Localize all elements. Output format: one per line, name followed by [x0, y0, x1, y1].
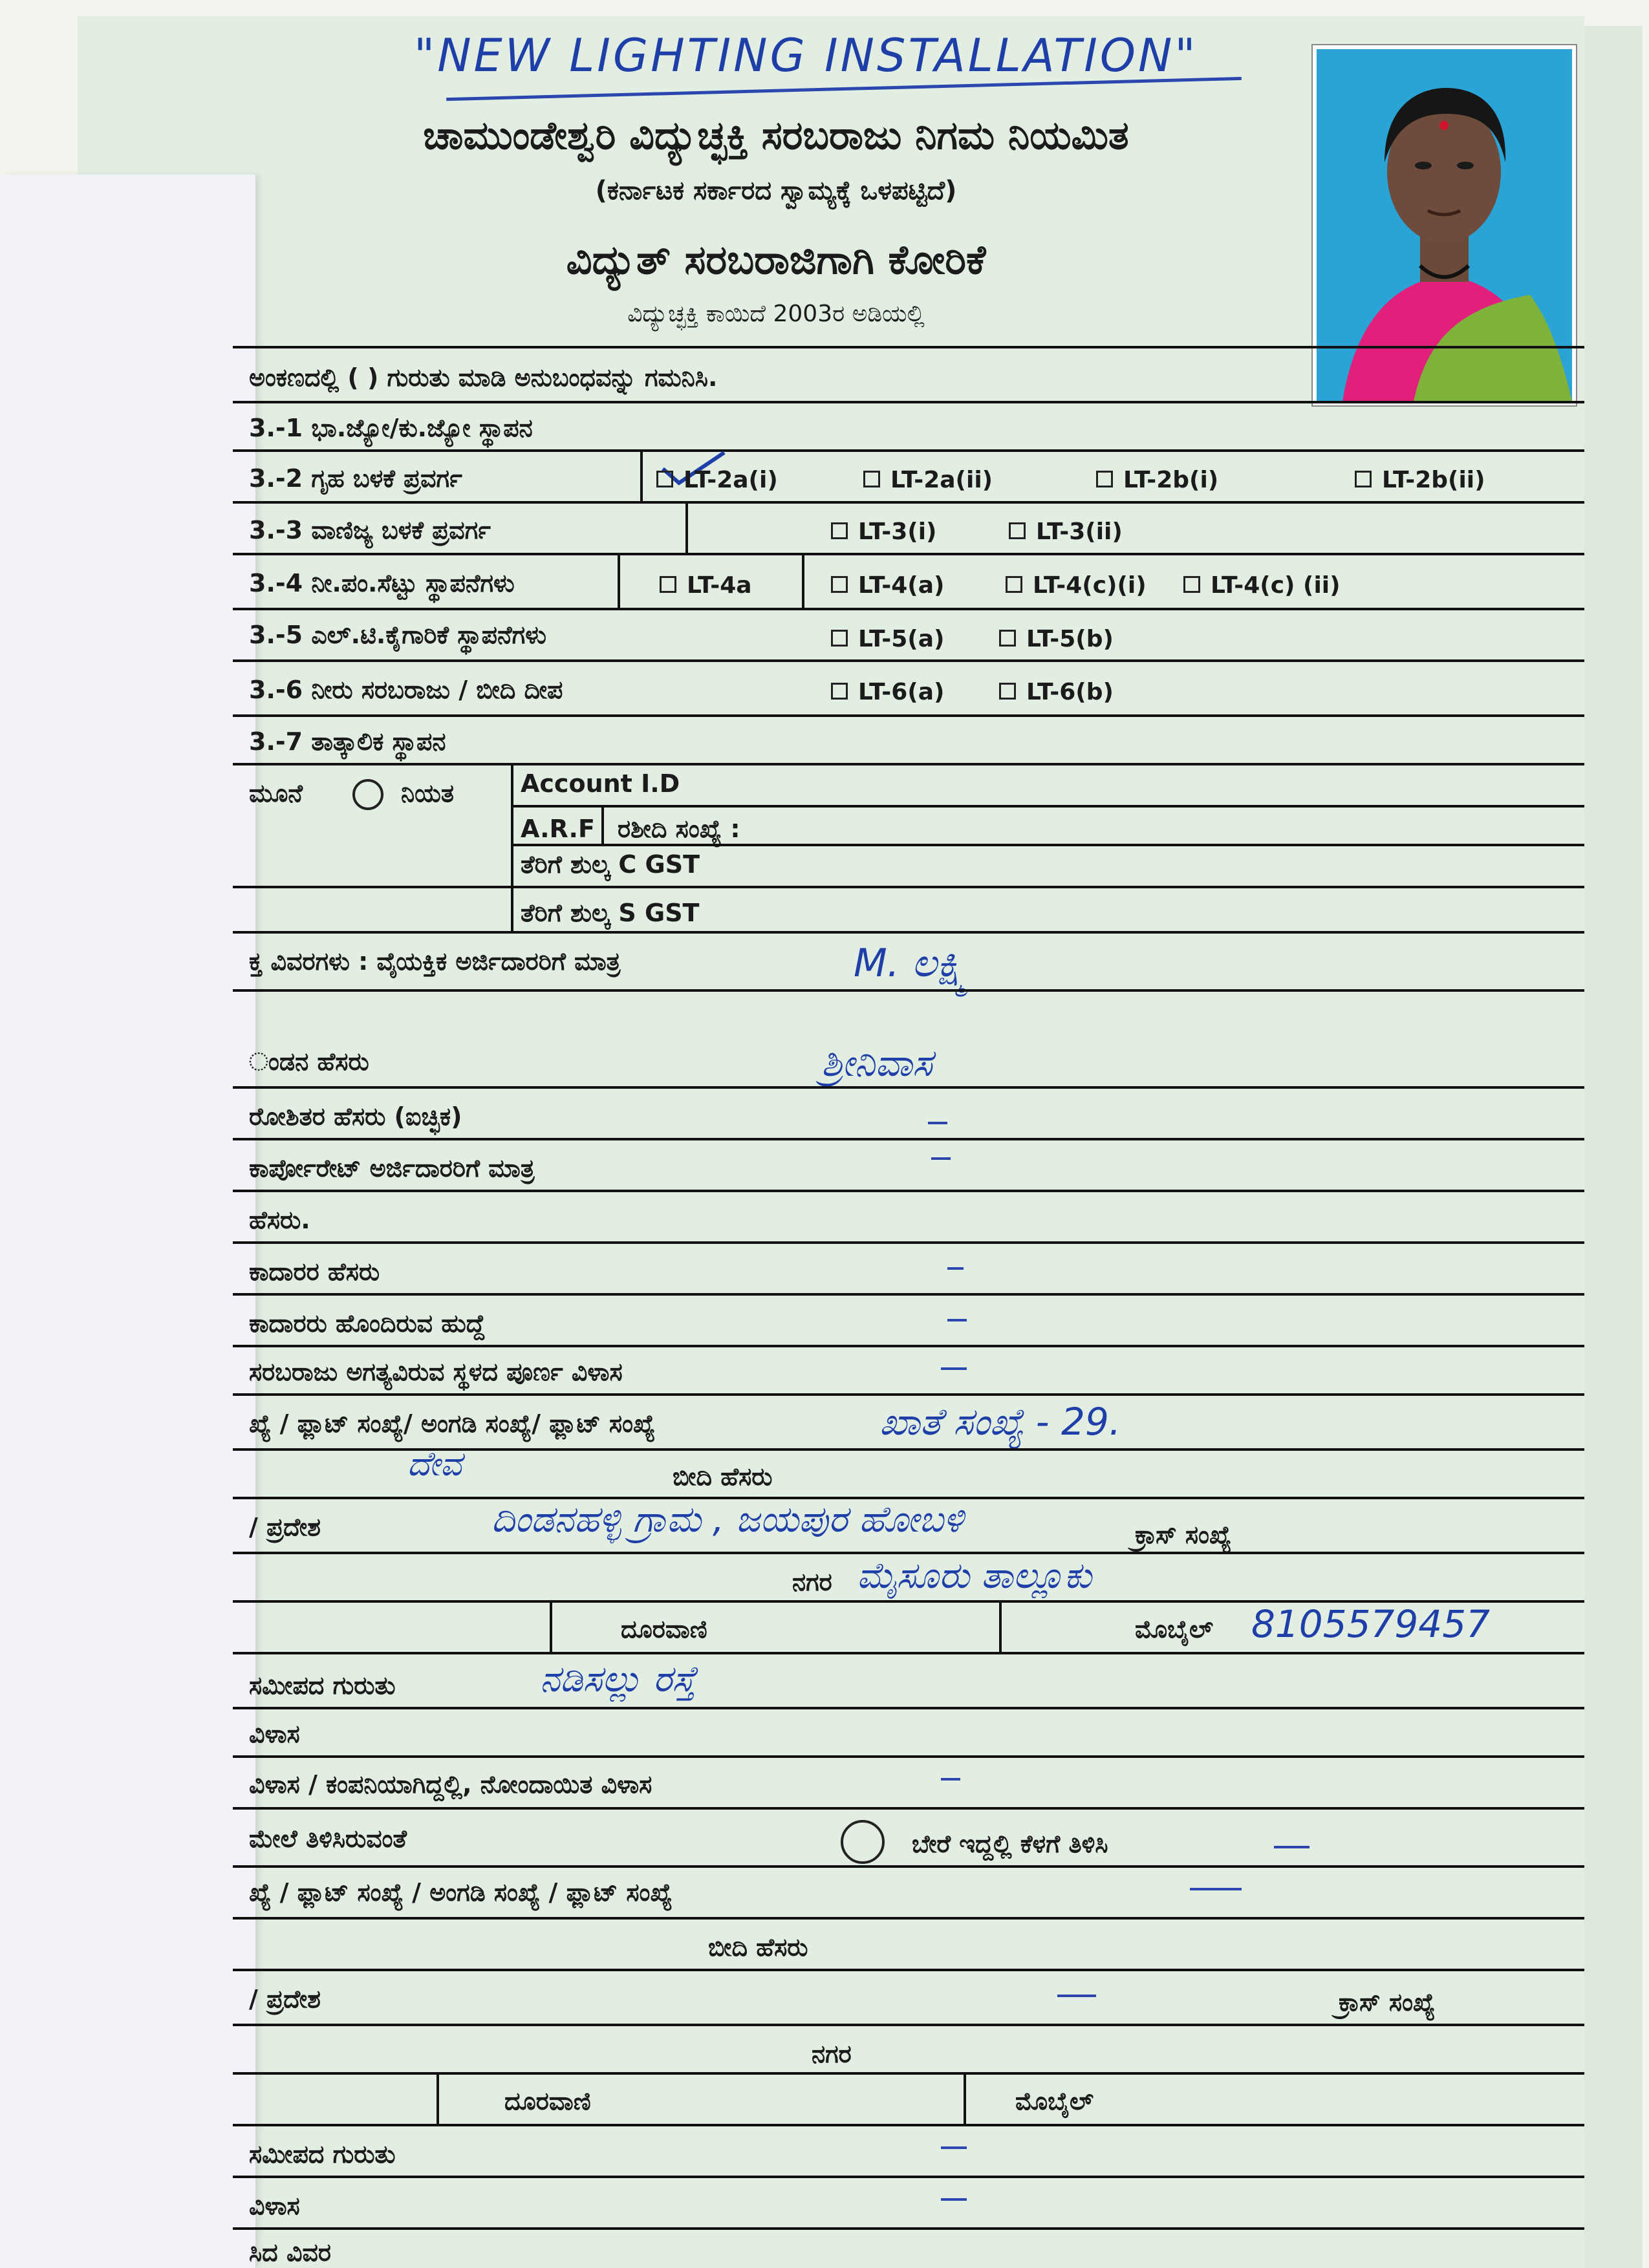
- applicant-name-value: M. ಲಕ್ಷ್ಮಿ: [854, 941, 970, 986]
- company-name-label: ಹೆಸರು.: [249, 1206, 310, 1234]
- option-lt-5-b[interactable]: LT-5(b): [999, 626, 1114, 652]
- receipt-number-label: ರಶೀದಿ ಸಂಖ್ಯೆ :: [618, 815, 740, 843]
- option-lt-2a-ii[interactable]: LT-2a(ii): [863, 467, 993, 493]
- category-2-label: 3.-2 ಗೃಹ ಬಳಕೆ ಪ್ರವರ್ಗ: [249, 464, 462, 493]
- postal-street-label: ಬೀದಿ ಹೆಸರು: [708, 1933, 808, 1962]
- dash-mark: [941, 2146, 967, 2149]
- regular-radio[interactable]: [352, 779, 383, 810]
- owner-name-label: ಕಾದಾರರ ಹೆಸರು: [249, 1257, 380, 1286]
- postal-cross-label: ಕ್ರಾಸ್ ಸಂಖ್ಯೆ: [1339, 1988, 1436, 2017]
- rule-vertical: [601, 805, 604, 844]
- rule: [233, 714, 1584, 717]
- option-lt-5-a[interactable]: LT-5(a): [831, 626, 944, 652]
- rule-vertical: [511, 763, 513, 931]
- category-5-label: 3.-5 ಎಲ್.ಟಿ.ಕೈಗಾರಿಕೆ ಸ್ಥಾಪನೆಗಳು: [249, 621, 546, 649]
- postal-mobile-label: ಮೊಬೈಲ್: [1015, 2087, 1094, 2115]
- postal-last-label: ಸಿದ ವಿವರ: [249, 2238, 331, 2267]
- overlapping-blank-sheet: [0, 175, 256, 2268]
- sgst-label: ತೆರಿಗೆ ಶುಲ್ಕ S GST: [521, 899, 700, 927]
- option-lt-2a-i[interactable]: LT-2a(i): [656, 467, 778, 493]
- option-lt-4-a[interactable]: LT-4(a): [831, 572, 944, 599]
- option-lt-2b-i[interactable]: LT-2b(i): [1096, 467, 1218, 493]
- rule: [233, 2227, 1584, 2230]
- father-name-value: ಶ್ರೀನಿವಾಸ: [821, 1041, 932, 1085]
- rule: [233, 931, 1584, 934]
- rule: [233, 501, 1584, 504]
- regular-label: ನಿಯತ: [401, 779, 454, 808]
- postal-address-heading: ವಿಳಾಸ / ಕಂಪನಿಯಾಗಿದ್ದಲ್ಲಿ, ನೋಂದಾಯಿತ ವಿಳಾಸ: [249, 1770, 652, 1799]
- rule: [233, 1707, 1584, 1709]
- option-lt-2b-ii[interactable]: LT-2b(ii): [1355, 467, 1485, 493]
- form-title: ವಿದ್ಯುತ್ ಸರಬರಾಜಿಗಾಗಿ ಕೋರಿಕೆ: [566, 236, 986, 283]
- house-number-value: ಖಾತೆ ಸಂಖ್ಯೆ - 29.: [879, 1400, 1121, 1444]
- dash-mark: [1274, 1846, 1310, 1848]
- rule: [511, 844, 1584, 846]
- rule: [233, 2024, 1584, 2026]
- cross-number-label: ಕ್ರಾಸ್ ಸಂಖ್ಯೆ: [1135, 1521, 1232, 1549]
- rule: [233, 1917, 1584, 1920]
- dash-mark: [941, 2198, 967, 2201]
- rule: [233, 1969, 1584, 1971]
- rule-vertical: [964, 2072, 966, 2124]
- dash-mark: [928, 1122, 947, 1124]
- dash-mark: [947, 1267, 964, 1270]
- option-lt-3-ii[interactable]: LT-3(ii): [1009, 519, 1123, 545]
- street-name-label: ಬೀದಿ ಹೆಸರು: [673, 1462, 773, 1491]
- option-lt-3-i[interactable]: LT-3(i): [831, 519, 936, 545]
- phone-label: ದೂರವಾಣಿ: [621, 1615, 707, 1643]
- rule: [233, 1345, 1584, 1347]
- dash-mark: [941, 1778, 960, 1781]
- cgst-label: ತೆರಿಗೆ ಶುಲ್ಕ C GST: [521, 850, 700, 879]
- rule: [233, 1552, 1584, 1554]
- rule-vertical: [436, 2072, 439, 2124]
- category-4-label: 3.-4 ನೀ.ಪಂ.ಸೆಟ್ಟು ಸ್ಥಾಪನೆಗಳು: [249, 569, 515, 597]
- city-label: ನಗರ: [792, 1568, 832, 1596]
- category-1-label: 3.-1 ಭಾ.ಜ್ಯೋ/ಕು.ಜ್ಯೋ ಸ್ಥಾಪನ: [249, 414, 533, 442]
- category-3-label: 3.-3 ವಾಣಿಜ್ಯ ಬಳಕೆ ಪ್ರವರ್ಗ: [249, 516, 491, 544]
- other-address-radio[interactable]: [841, 1820, 885, 1864]
- category-7-label: 3.-7 ತಾತ್ಕಾಲಿಕ ಸ್ಥಾಪನ: [249, 727, 446, 756]
- rule-vertical: [802, 553, 804, 608]
- act-reference: ವಿದ್ಯುಚ್ಛಕ್ತಿ ಕಾಯಿದೆ 2003ರ ಅಡಿಯಲ್ಲಿ: [627, 301, 925, 327]
- rule: [233, 1865, 1584, 1868]
- area-label: / ಪ್ರದೇಶ: [249, 1513, 321, 1541]
- option-lt-4-c-i[interactable]: LT-4(c)(i): [1006, 572, 1147, 599]
- postal-email-label: ವಿಳಾಸ: [249, 2192, 300, 2220]
- rule: [233, 1807, 1584, 1810]
- arf-label: A.R.F: [521, 815, 595, 843]
- rule: [233, 659, 1584, 662]
- postal-landmark-label: ಸಮೀಪದ ಗುರುತು: [249, 2140, 396, 2168]
- supply-address-heading: ಸರಬರಾಜು ಅಗತ್ಯವಿರುವ ಸ್ಥಳದ ಪೂರ್ಣ ವಿಳಾಸ: [249, 1358, 623, 1386]
- dash-mark: [947, 1319, 967, 1321]
- father-name-label: ಂಡನ ಹೆಸರು: [249, 1047, 369, 1076]
- rule-vertical: [685, 501, 688, 553]
- handwritten-title: "NEW LIGHTING INSTALLATION": [414, 29, 1198, 82]
- landmark-label: ಸಮೀಪದ ಗುರುತು: [249, 1671, 396, 1700]
- rule-vertical: [640, 449, 643, 501]
- rule-vertical: [999, 1600, 1002, 1652]
- other-address-label: ಬೇರೆ ಇದ್ದಲ್ಲಿ ಕೆಳಗೆ ತಿಳಿಸಿ: [912, 1830, 1108, 1858]
- sample-label: ಮೂನೆ: [249, 779, 303, 808]
- dash-mark: [941, 1367, 967, 1370]
- rule: [233, 1755, 1584, 1758]
- rule: [233, 553, 1584, 555]
- rule: [233, 1652, 1584, 1654]
- postal-city-label: ನಗರ: [812, 2040, 852, 2068]
- area-value: ದಿಂಡನಹಳ್ಳಿ ಗ್ರಾಮ , ಜಯಪುರ ಹೋಬಳಿ: [491, 1499, 964, 1541]
- rule: [233, 763, 1584, 765]
- optional-name-label: ರೋಶಿತರ ಹೆಸರು (ಐಚ್ಛಿಕ): [249, 1102, 462, 1131]
- rule: [233, 2124, 1584, 2126]
- rule: [233, 449, 1584, 452]
- option-lt-6-b[interactable]: LT-6(b): [999, 679, 1114, 705]
- house-number-label: ಖ್ಯೆ / ಫ್ಲಾಟ್ ಸಂಖ್ಯೆ/ ಅಂಗಡಿ ಸಂಖ್ಯೆ/ ಫ್ಲಾಟ್ ಸಂಖ್ಯೆ: [249, 1409, 656, 1438]
- rule: [233, 886, 1584, 888]
- dash-mark: [1057, 1995, 1096, 1997]
- category-6-label: 3.-6 ನೀರು ಸರಬರಾಜು / ಬೀದಿ ದೀಪ: [249, 676, 563, 704]
- postal-area-label: / ಪ್ರದೇಶ: [249, 1985, 321, 2013]
- mobile-label: ಮೊಬೈಲ್: [1135, 1615, 1213, 1643]
- company-name: ಚಾಮುಂಡೇಶ್ವರಿ ವಿದ್ಯುಚ್ಛಕ್ತಿ ಸರಬರಾಜು ನಿಗಮ ನಿಯಮಿತ: [423, 113, 1129, 158]
- rule: [233, 608, 1584, 610]
- rule: [233, 2072, 1584, 2075]
- option-lt-6-a[interactable]: LT-6(a): [831, 679, 944, 705]
- company-subtitle: (ಕರ್ನಾಟಕ ಸರ್ಕಾರದ ಸ್ವಾಮ್ಯಕ್ಕೆ ಒಳಪಟ್ಟಿದೆ): [595, 176, 957, 206]
- rule: [233, 1293, 1584, 1296]
- street-value: ದೇವ: [407, 1445, 462, 1484]
- postal-phone-label: ದೂರವಾಣಿ: [504, 2087, 591, 2115]
- option-lt-4a[interactable]: LT-4a: [660, 572, 752, 599]
- rule: [511, 805, 1584, 808]
- applicant-photo: [1313, 45, 1576, 405]
- rule: [233, 1393, 1584, 1396]
- rule: [233, 2176, 1584, 2178]
- rule-vertical: [550, 1600, 552, 1652]
- option-lt-4-c-ii[interactable]: LT-4(c) (ii): [1183, 572, 1341, 599]
- person-portrait-icon: [1317, 49, 1572, 401]
- landmark-value: ನಡಿಸಲ್ಲು ರಸ್ತೆ: [540, 1658, 696, 1700]
- rule-vertical: [618, 553, 620, 608]
- rule-top: [233, 346, 1584, 348]
- corporate-heading: ಕಾರ್ಪೋರೇಟ್ ಅರ್ಜಿದಾರರಿಗೆ ಮಾತ್ರ: [249, 1154, 535, 1182]
- rule: [233, 401, 1584, 403]
- rule: [233, 1138, 1584, 1140]
- rule: [233, 989, 1584, 992]
- city-value: ಮೈಸೂರು ತಾಲ್ಲೂಕು: [857, 1555, 1092, 1597]
- instruction-text: ಅಂಕಣದಲ್ಲಿ ( ) ಗುರುತು ಮಾಡಿ ಅನುಬಂಧವನ್ನು ಗಮನಿಸಿ.: [249, 363, 718, 392]
- personal-heading: ಕ್ತ ವಿವರಗಳು : ವೈಯಕ್ತಿಕ ಅರ್ಜಿದಾರರಿಗೆ ಮಾತ್ರ: [249, 947, 621, 976]
- rule: [233, 1086, 1584, 1089]
- mobile-value: 8105579457: [1251, 1602, 1491, 1646]
- account-id-label: Account I.D: [521, 769, 680, 798]
- email-label: ವಿಳಾಸ: [249, 1720, 300, 1748]
- owner-designation-label: ಕಾದಾರರು ಹೊಂದಿರುವ ಹುದ್ದೆ: [249, 1309, 486, 1338]
- rule: [233, 1241, 1584, 1244]
- dash-mark: [931, 1157, 951, 1160]
- postal-house-label: ಖ್ಯೆ / ಫ್ಲಾಟ್ ಸಂಖ್ಯೆ / ಅಂಗಡಿ ಸಂಖ್ಯೆ / ಫ್ಲಾಟ್ ಸಂಖ್ಯೆ: [249, 1878, 673, 1907]
- same-as-above-label: ಮೇಲೆ ತಿಳಿಸಿರುವಂತೆ: [249, 1824, 407, 1853]
- dash-mark: [1190, 1888, 1242, 1890]
- rule: [233, 1190, 1584, 1192]
